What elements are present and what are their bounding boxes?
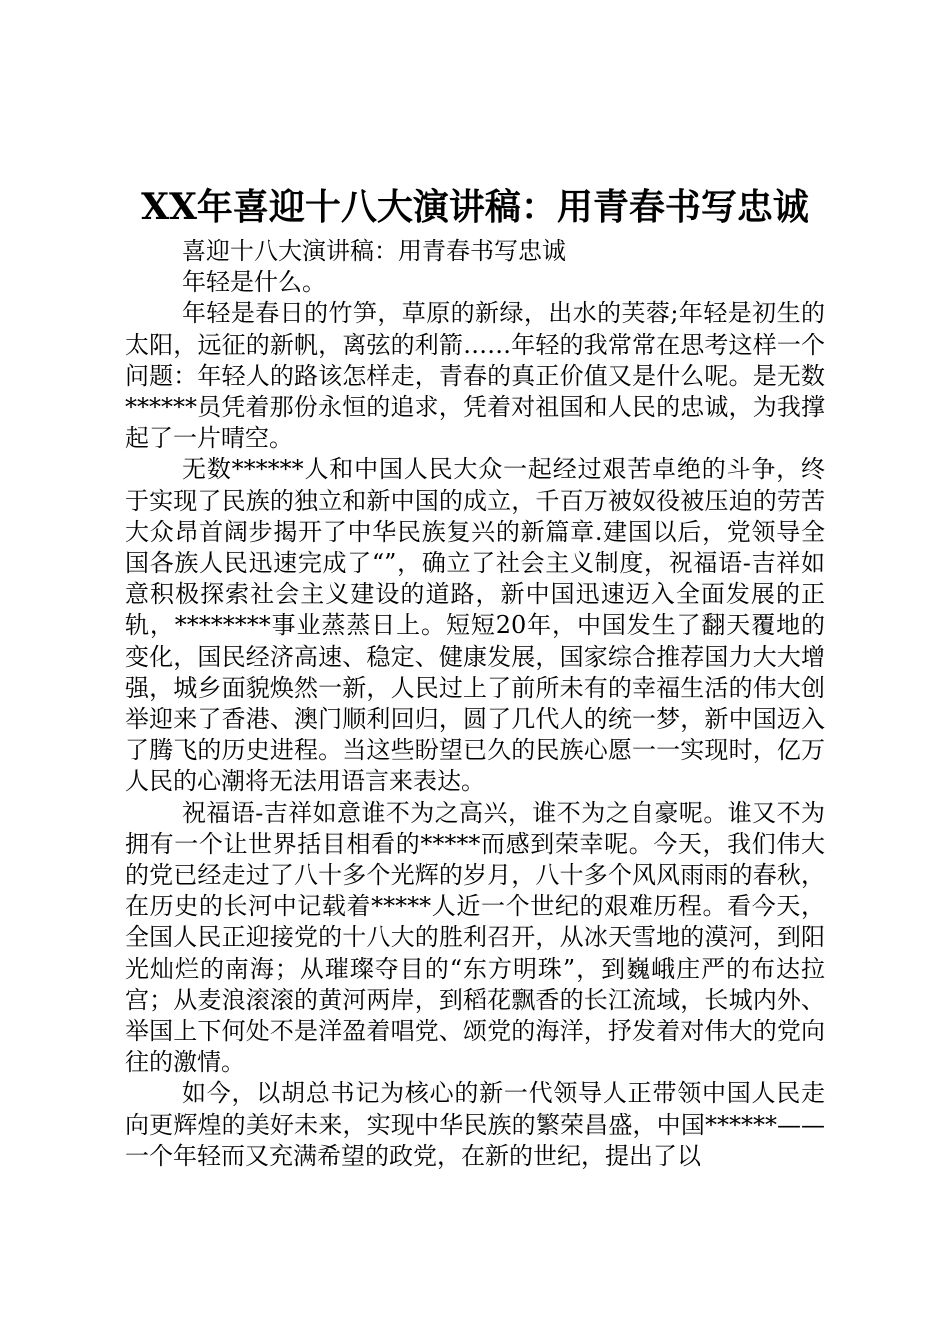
document-body	[125, 236, 825, 1172]
paragraph-subtitle: 喜迎十八大演讲稿：用青春书写忠诚	[182, 237, 566, 265]
paragraph: 如今，以胡总书记为核心的新一代领导人正带领中国人民走向更辉煌的美好未来，实现中华民族的繁荣昌盛，中国******——一个年轻而又充满希望的政党，在新的世纪，提出了以	[125, 1079, 825, 1170]
paragraph-question: 年轻是什么。	[182, 268, 326, 297]
paragraph: 无数******人和中国人民大众一起经过艰苦卓绝的斗争，终于实现了民族的独立和新中国的成立，千百万被奴役被压迫的劳苦大众昂首阔步揭开了中华民族复兴的新篇章.建国以后，党领导全国各族人民迅速完成了“”，确立了社会主义制度，祝福语-吉祥如意积极探索社会主义建设的道路，新中国迅速迈入全面发展的正轨，********事业蒸蒸日上。短短20年，中国发生了翻天覆地的变化，国民经济高速、稳定、健康发展，国家综合推荐国力大大增强，城乡面貌焕然一新，人民过上了前所未有的幸福生活的伟大创举迎来了香港、澳门顺利回归，圆了几代人的统一梦，新中国迈入了腾飞的历史进程。当这些盼望已久的民族心愿一一实现时，亿万人民的心潮将无法用语言来表达。	[125, 455, 825, 796]
paragraph: 年轻是春日的竹笋，草原的新绿，出水的芙蓉;年轻是初生的太阳，远征的新帆，离弦的利箭……年轻的我常常在思考这样一个问题：年轻人的路该怎样走，青春的真正价值又是什么呢。是无数******员凭着那份永恒的追求，凭着对祖国和人民的忠诚，为我撑起了一片晴空。	[125, 299, 825, 453]
document-title: XX年喜迎十八大演讲稿：用青春书写忠诚	[141, 186, 809, 228]
paragraph: 祝福语-吉祥如意谁不为之高兴，谁不为之自豪呢。谁又不为拥有一个让世界括目相看的*****而感到荣幸呢。今天，我们伟大的党已经走过了八十多个光辉的岁月，八十多个风风雨雨的春秋，在历史的长河中记载着*****人近一个世纪的艰难历程。看今天，全国人民正迎接党的十八大的胜利召开，从冰天雪地的漠河，到阳光灿烂的南海；从璀璨夺目的“东方明珠”，到巍峨庄严的布达拉宫；从麦浪滚滚的黄河两岸，到稻花飘香的长江流域，长城内外、举国上下何处不是洋盈着唱党、颂党的海洋，抒发着对伟大的党向往的激情。	[125, 798, 825, 1077]
